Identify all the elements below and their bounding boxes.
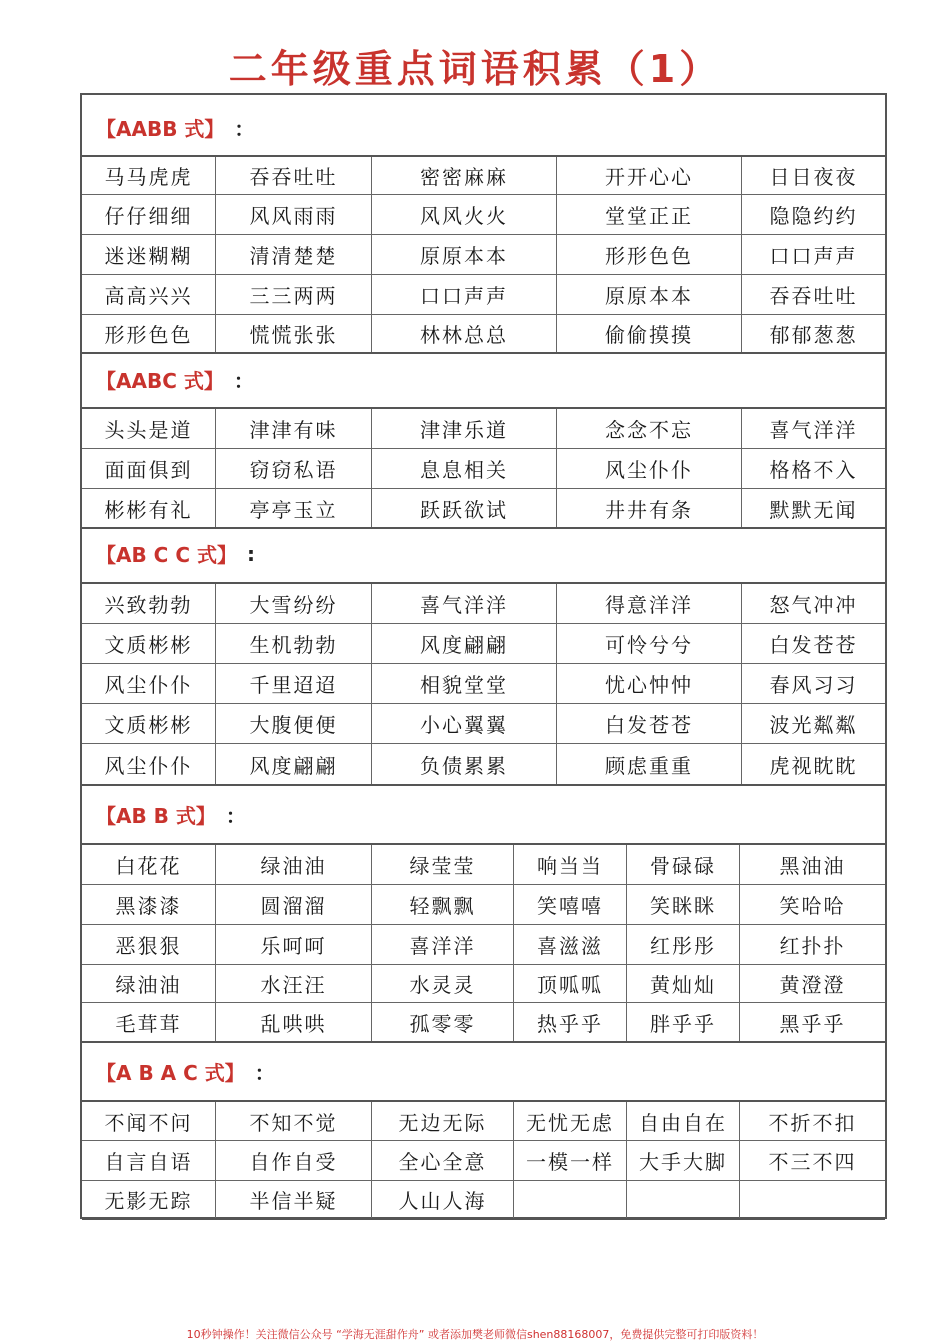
word-cell: 堂堂正正 bbox=[557, 195, 742, 234]
word-table-abac bbox=[82, 1100, 885, 1220]
word-cell: 红彤彤 bbox=[627, 925, 740, 964]
word-cell: 孤零零 bbox=[372, 1003, 514, 1041]
word-cell: 自作自受 bbox=[216, 1141, 372, 1180]
word-cell: 亭亭玉立 bbox=[216, 489, 372, 527]
word-table-abb bbox=[82, 843, 885, 1043]
word-cell: 圆溜溜 bbox=[216, 885, 372, 924]
word-table-aabc bbox=[82, 407, 885, 529]
word-cell: 胖乎乎 bbox=[627, 1003, 740, 1041]
word-cell: 绿油油 bbox=[216, 845, 372, 884]
word-cell: 喜气洋洋 bbox=[372, 584, 557, 623]
word-cell: 全心全意 bbox=[372, 1141, 514, 1180]
word-cell: 春风习习 bbox=[769, 673, 858, 697]
word-cell: 风度翩翩 bbox=[372, 624, 557, 663]
word-cell: 白发苍苍 bbox=[769, 633, 858, 657]
section-heading-label: 【A B A C 式】 bbox=[96, 1061, 245, 1085]
word-cell: 迷迷糊糊 bbox=[82, 235, 216, 274]
word-cell: 虎视眈眈 bbox=[769, 753, 858, 778]
word-cell: 郁郁葱葱 bbox=[769, 323, 858, 347]
section-heading-abcc bbox=[82, 525, 885, 582]
word-cell: 口口声声 bbox=[769, 244, 858, 268]
section-heading-abac bbox=[82, 1043, 885, 1100]
word-cell: 津津乐道 bbox=[372, 409, 557, 448]
section-heading-label: 【AABC 式】 bbox=[96, 369, 224, 393]
word-cell: 忧心忡忡 bbox=[557, 664, 742, 703]
word-cell: 波光粼粼 bbox=[769, 713, 858, 737]
section-heading-colon: ： bbox=[254, 1061, 275, 1085]
word-cell: 负债累累 bbox=[372, 744, 557, 784]
word-cell: 无影无踪 bbox=[82, 1181, 216, 1218]
word-cell: 热乎乎 bbox=[514, 1003, 627, 1041]
word-cell: 风尘仆仆 bbox=[82, 664, 216, 703]
word-cell: 白发苍苍 bbox=[557, 704, 742, 743]
word-cell: 仔仔细细 bbox=[82, 195, 216, 234]
word-cell: 原原本本 bbox=[372, 235, 557, 274]
table-row bbox=[82, 965, 885, 1003]
word-cell: 不闻不问 bbox=[82, 1102, 216, 1140]
word-cell: 乐呵呵 bbox=[216, 925, 372, 964]
table-row bbox=[82, 157, 885, 195]
word-cell: 自由自在 bbox=[627, 1102, 740, 1140]
word-cell: 半信半疑 bbox=[216, 1181, 372, 1218]
word-cell: 恶狠狠 bbox=[82, 925, 216, 964]
word-cell: 大雪纷纷 bbox=[216, 584, 372, 623]
word-cell: 顾虑重重 bbox=[557, 744, 742, 784]
word-cell: 原原本本 bbox=[557, 275, 742, 314]
table-row bbox=[82, 235, 885, 275]
word-cell: 可怜兮兮 bbox=[557, 624, 742, 663]
word-table-abcc bbox=[82, 582, 885, 786]
word-cell: 骨碌碌 bbox=[627, 845, 740, 884]
word-cell: 水汪汪 bbox=[216, 965, 372, 1002]
word-cell: 轻飘飘 bbox=[372, 885, 514, 924]
word-cell: 风风火火 bbox=[372, 195, 557, 234]
page-title: 二年级重点词语积累（1） bbox=[228, 47, 722, 91]
word-cell: 马马虎虎 bbox=[82, 157, 216, 194]
table-row bbox=[82, 449, 885, 489]
section-heading-label: 【AABB 式】 bbox=[96, 117, 225, 141]
word-cell: 乱哄哄 bbox=[216, 1003, 372, 1041]
table-row bbox=[82, 885, 885, 925]
word-cell: 生机勃勃 bbox=[216, 624, 372, 663]
word-cell: 吞吞吐吐 bbox=[216, 157, 372, 194]
table-row bbox=[82, 925, 885, 965]
word-cell: 格格不入 bbox=[769, 458, 858, 482]
word-cell: 不三不四 bbox=[768, 1150, 857, 1174]
word-cell: 水灵灵 bbox=[372, 965, 514, 1002]
word-cell: 一模一样 bbox=[514, 1141, 627, 1180]
word-cell: 相貌堂堂 bbox=[372, 664, 557, 703]
section-heading-colon: ： bbox=[234, 117, 255, 141]
table-row bbox=[82, 704, 885, 744]
word-cell: 小心翼翼 bbox=[372, 704, 557, 743]
word-cell: 林林总总 bbox=[372, 315, 557, 352]
word-cell: 井井有条 bbox=[557, 489, 742, 527]
word-cell: 红扑扑 bbox=[779, 934, 846, 958]
word-cell bbox=[627, 1181, 740, 1218]
word-cell: 风尘仆仆 bbox=[82, 744, 216, 784]
table-row bbox=[82, 1003, 885, 1041]
table-row bbox=[82, 409, 885, 449]
word-cell: 自言自语 bbox=[82, 1141, 216, 1180]
word-cell: 跃跃欲试 bbox=[372, 489, 557, 527]
table-row bbox=[82, 1102, 885, 1141]
word-cell: 念念不忘 bbox=[557, 409, 742, 448]
word-cell: 大手大脚 bbox=[627, 1141, 740, 1180]
word-cell: 清清楚楚 bbox=[216, 235, 372, 274]
word-cell: 头头是道 bbox=[82, 409, 216, 448]
word-cell: 不折不扣 bbox=[768, 1110, 857, 1135]
word-cell: 黑油油 bbox=[779, 854, 846, 878]
word-cell: 黄灿灿 bbox=[627, 965, 740, 1002]
table-row bbox=[82, 624, 885, 664]
word-cell: 密密麻麻 bbox=[372, 157, 557, 194]
word-cell: 笑嘻嘻 bbox=[514, 885, 627, 924]
word-cell: 大腹便便 bbox=[216, 704, 372, 743]
table-row bbox=[82, 195, 885, 235]
word-cell: 口口声声 bbox=[372, 275, 557, 314]
word-cell: 彬彬有礼 bbox=[82, 489, 216, 527]
word-cell: 文质彬彬 bbox=[82, 624, 216, 663]
word-cell: 津津有味 bbox=[216, 409, 372, 448]
word-cell: 风风雨雨 bbox=[216, 195, 372, 234]
word-cell: 不知不觉 bbox=[216, 1102, 372, 1140]
word-cell: 得意洋洋 bbox=[557, 584, 742, 623]
word-cell: 响当当 bbox=[514, 845, 627, 884]
table-row bbox=[82, 1141, 885, 1181]
word-cell: 默默无闻 bbox=[769, 497, 858, 522]
word-cell: 日日夜夜 bbox=[769, 165, 858, 189]
word-cell: 笑哈哈 bbox=[779, 894, 846, 918]
word-cell: 喜洋洋 bbox=[372, 925, 514, 964]
word-cell: 顶呱呱 bbox=[514, 965, 627, 1002]
word-cell: 绿莹莹 bbox=[372, 845, 514, 884]
word-cell: 绿油油 bbox=[82, 965, 216, 1002]
table-row bbox=[82, 315, 885, 352]
table-row bbox=[82, 1181, 885, 1218]
section-heading-colon: ： bbox=[233, 369, 254, 393]
word-cell: 三三两两 bbox=[216, 275, 372, 314]
word-cell: 千里迢迢 bbox=[216, 664, 372, 703]
word-cell: 黑漆漆 bbox=[82, 885, 216, 924]
word-cell: 喜气洋洋 bbox=[769, 418, 858, 442]
word-cell: 笑眯眯 bbox=[627, 885, 740, 924]
section-heading-label: 【AB C C 式】 bbox=[96, 543, 237, 567]
word-cell: 开开心心 bbox=[557, 157, 742, 194]
word-cell: 慌慌张张 bbox=[216, 315, 372, 352]
table-row bbox=[82, 744, 885, 784]
word-cell: 兴致勃勃 bbox=[82, 584, 216, 623]
section-heading-abb bbox=[82, 786, 885, 843]
table-row bbox=[82, 275, 885, 315]
section-heading-colon: ： bbox=[225, 804, 246, 828]
section-heading-label: 【AB B 式】 bbox=[96, 804, 216, 828]
table-row bbox=[82, 584, 885, 624]
table-row bbox=[82, 664, 885, 704]
table-row bbox=[82, 845, 885, 885]
word-cell: 吞吞吐吐 bbox=[769, 284, 858, 308]
word-cell: 喜滋滋 bbox=[514, 925, 627, 964]
word-cell: 毛茸茸 bbox=[82, 1003, 216, 1041]
word-cell: 风度翩翩 bbox=[216, 744, 372, 784]
section-heading-aabc bbox=[82, 352, 885, 407]
word-cell: 黄澄澄 bbox=[779, 973, 846, 997]
footer-note: 10秒钟操作！关注微信公众号 “学海无涯甜作舟” 或者添加樊老师微信shen88168007，免费提供完整可打印版资料！ bbox=[186, 1328, 764, 1341]
word-cell: 人山人海 bbox=[372, 1181, 514, 1218]
section-heading-colon: : bbox=[246, 541, 255, 566]
word-cell: 怒气冲冲 bbox=[769, 593, 858, 617]
word-cell: 白花花 bbox=[82, 845, 216, 884]
word-cell: 偷偷摸摸 bbox=[557, 315, 742, 352]
word-cell: 窃窃私语 bbox=[216, 449, 372, 488]
word-cell: 风尘仆仆 bbox=[557, 449, 742, 488]
word-cell: 无忧无虑 bbox=[514, 1102, 627, 1140]
word-cell: 面面俱到 bbox=[82, 449, 216, 488]
word-cell: 隐隐约约 bbox=[769, 204, 858, 228]
table-row bbox=[82, 489, 885, 527]
word-table-aabb bbox=[82, 155, 885, 354]
word-cell: 形形色色 bbox=[557, 235, 742, 274]
word-cell bbox=[740, 1181, 885, 1218]
word-cell: 文质彬彬 bbox=[82, 704, 216, 743]
word-cell: 无边无际 bbox=[372, 1102, 514, 1140]
word-cell bbox=[514, 1181, 627, 1218]
word-cell: 黑乎乎 bbox=[779, 1011, 846, 1036]
section-heading-aabb bbox=[82, 100, 885, 155]
word-cell: 息息相关 bbox=[372, 449, 557, 488]
word-cell: 高高兴兴 bbox=[82, 275, 216, 314]
word-cell: 形形色色 bbox=[82, 315, 216, 352]
